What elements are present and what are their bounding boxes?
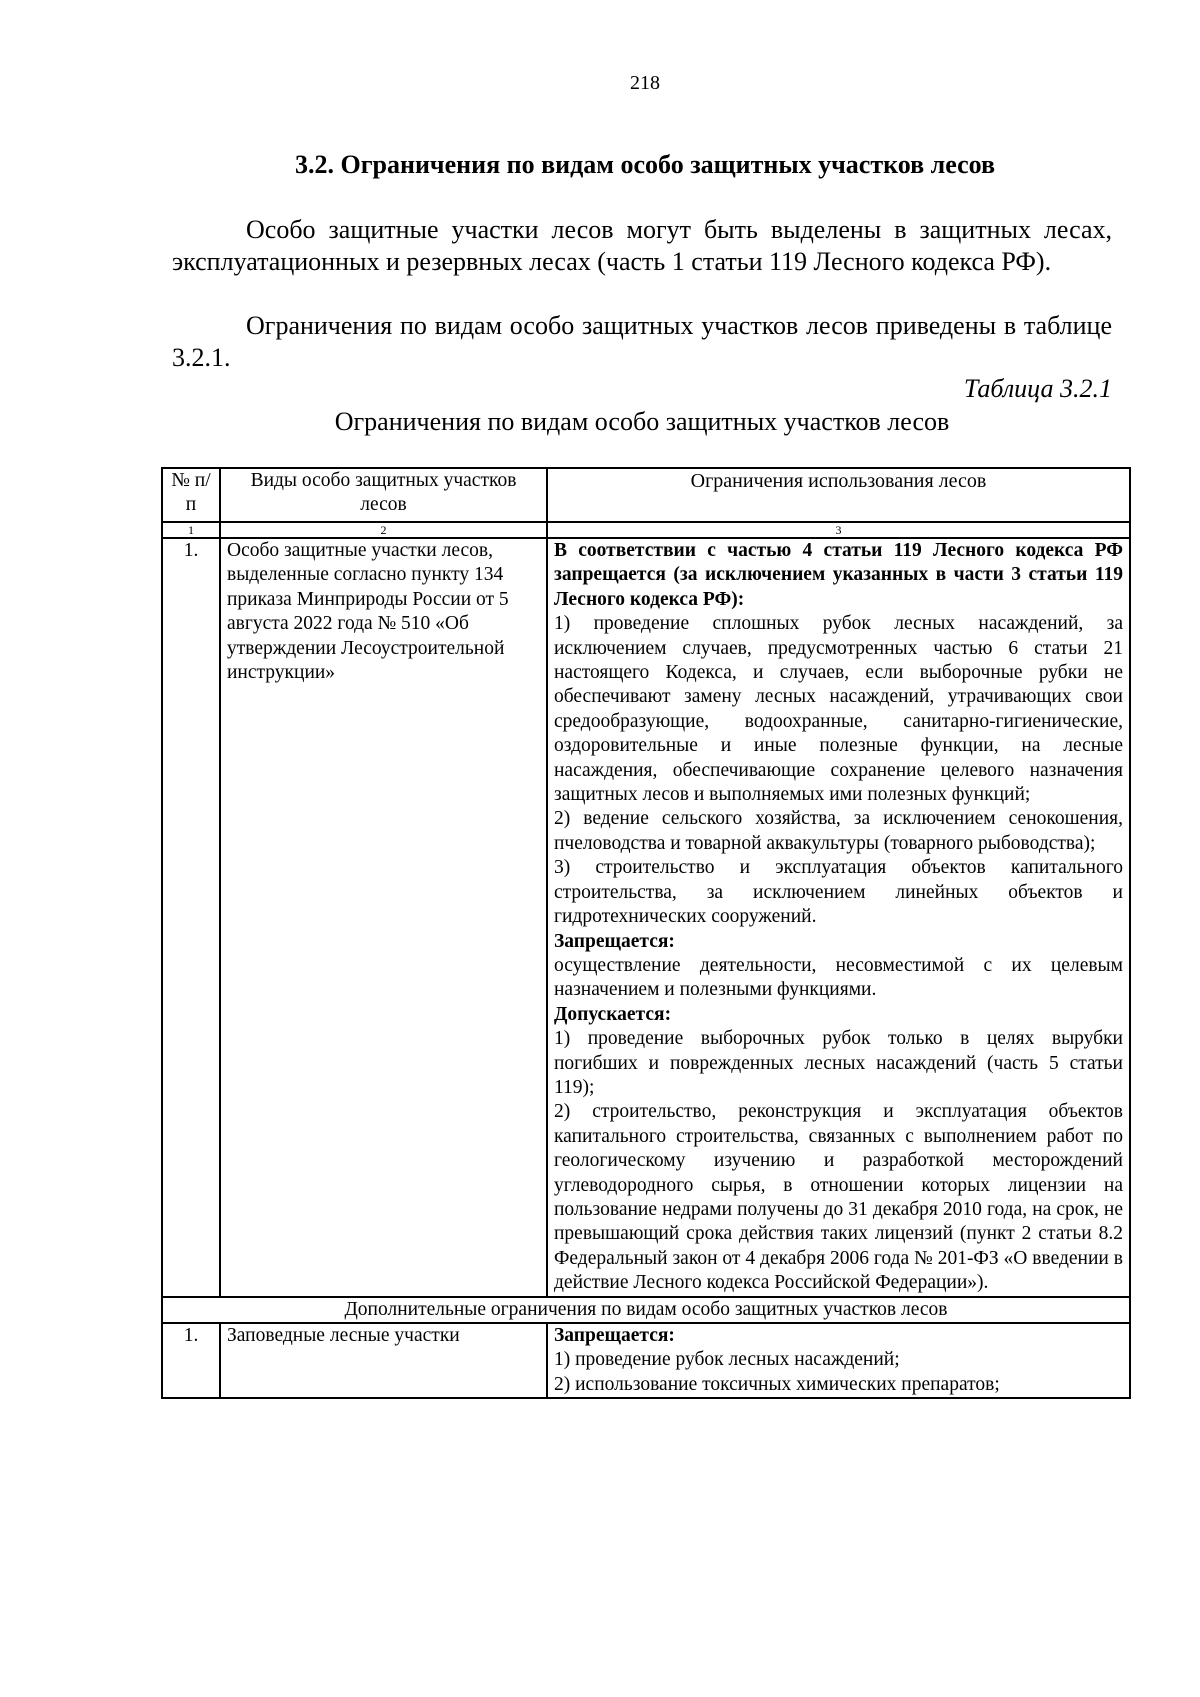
additional-heading: Дополнительные ограничения по видам особо защитных участков лесов bbox=[162, 1297, 1130, 1323]
prohibited-label: Запрещается: bbox=[554, 1325, 675, 1346]
row-restrictions bbox=[547, 538, 1130, 1297]
allowed-item: 2) строительство, реконструкция и эксплуатация объектов капитального строительства, связанных с выполнением работ по геологическому изучению и разработкой месторождений углеводородного сырья, в отношении которых лицензии на пользование недрами получены до 31 декабря 2010 года, на срок, не превышающий срока действия таких лицензий (пункт 2 статьи 8.2 Федеральный закон от 4 декабря 2006 года № 201-ФЗ «О введении в действие Лесного кодекса Российской Федерации»). bbox=[554, 1101, 1123, 1294]
intro-paragraph-2-text: Ограничения по видам особо защитных участков лесов приведены в таблице 3.2.1. bbox=[172, 311, 1112, 372]
column-number-1: 1 bbox=[162, 522, 220, 538]
intro-paragraph-2 bbox=[172, 310, 1112, 374]
header-type: Виды особо защитных участков лесов bbox=[220, 468, 547, 522]
page-number: 218 bbox=[630, 72, 660, 94]
header-number: № п/п bbox=[162, 468, 220, 522]
column-number-row bbox=[162, 522, 1130, 538]
row-restrictions bbox=[547, 1323, 1130, 1398]
table-title: Ограничения по видам особо защитных участков лесов bbox=[334, 407, 950, 436]
table-row bbox=[162, 1323, 1130, 1398]
column-number-3: 3 bbox=[547, 522, 1130, 538]
prohibited-label: Запрещается: bbox=[554, 930, 675, 952]
intro-paragraph-1 bbox=[172, 214, 1112, 278]
additional-heading-row bbox=[162, 1297, 1130, 1323]
prohibited-text: осуществление деятельности, несовместимой с их целевым назначением и полезными функциями. bbox=[554, 954, 1123, 1001]
row-number: 1. bbox=[162, 1323, 220, 1398]
restriction-item: 1) проведение рубок лесных насаждений; bbox=[554, 1349, 900, 1371]
restriction-item: 2) использование токсичных химических препаратов; bbox=[554, 1373, 1000, 1395]
section-title: 3.2. Ограничения по видам особо защитных участков лесов bbox=[294, 150, 996, 179]
row-number: 1. bbox=[162, 538, 220, 1297]
table-label: Таблица 3.2.1 bbox=[963, 374, 1112, 403]
row-type: Заповедные лесные участки bbox=[220, 1323, 547, 1398]
restriction-intro: В соответствии с частью 4 статьи 119 Лесного кодекса РФ запрещается (за исключением указанных в части 3 статьи 119 Лесного кодекса РФ): bbox=[554, 540, 1123, 610]
table-row bbox=[162, 538, 1130, 1297]
restrictions-table bbox=[161, 467, 1131, 1399]
allowed-item: 1) проведение выборочных рубок только в целях вырубки погибших и поврежденных лесных насаждений (часть 5 статьи 119); bbox=[554, 1028, 1123, 1098]
row-type: Особо защитные участки лесов, выделенные согласно пункту 134 приказа Минприроды России от 5 августа 2022 года № 510 «Об утверждении Лесоустроительной инструкции» bbox=[220, 538, 547, 1297]
column-number-2: 2 bbox=[220, 522, 547, 538]
restriction-item: 3) строительство и эксплуатация объектов капитального строительства, за исключением линейных объектов и гидротехнических сооружений. bbox=[554, 857, 1123, 928]
restriction-item: 2) ведение сельского хозяйства, за исключением сенокошения, пчеловодства и товарной аквакультуры (товарного рыбоводства); bbox=[554, 808, 1123, 854]
header-restrictions: Ограничения использования лесов bbox=[547, 468, 1130, 522]
allowed-label: Допускается: bbox=[554, 1003, 672, 1025]
restriction-item: 1) проведение сплошных рубок лесных насаждений, за исключением случаев, предусмотренных частью 6 статьи 21 настоящего Кодекса, и случаев, если выборочные рубки не обеспечивают замену лесных насаждений, утрачивающих свои средообразующие, водоохранные, санитарно-гигиенические, оздоровительные и иные полезные функции, на лесные насаждения, обеспечивающие сохранение целевого назначения защитных лесов и выполняемых ими полезных функций; bbox=[554, 613, 1123, 806]
table-header-row bbox=[162, 468, 1130, 522]
intro-paragraph-1-text: Особо защитные участки лесов могут быть выделены в защитных лесах, эксплуатационных и резервных лесах (часть 1 статьи 119 Лесного кодекса РФ). bbox=[172, 215, 1112, 276]
